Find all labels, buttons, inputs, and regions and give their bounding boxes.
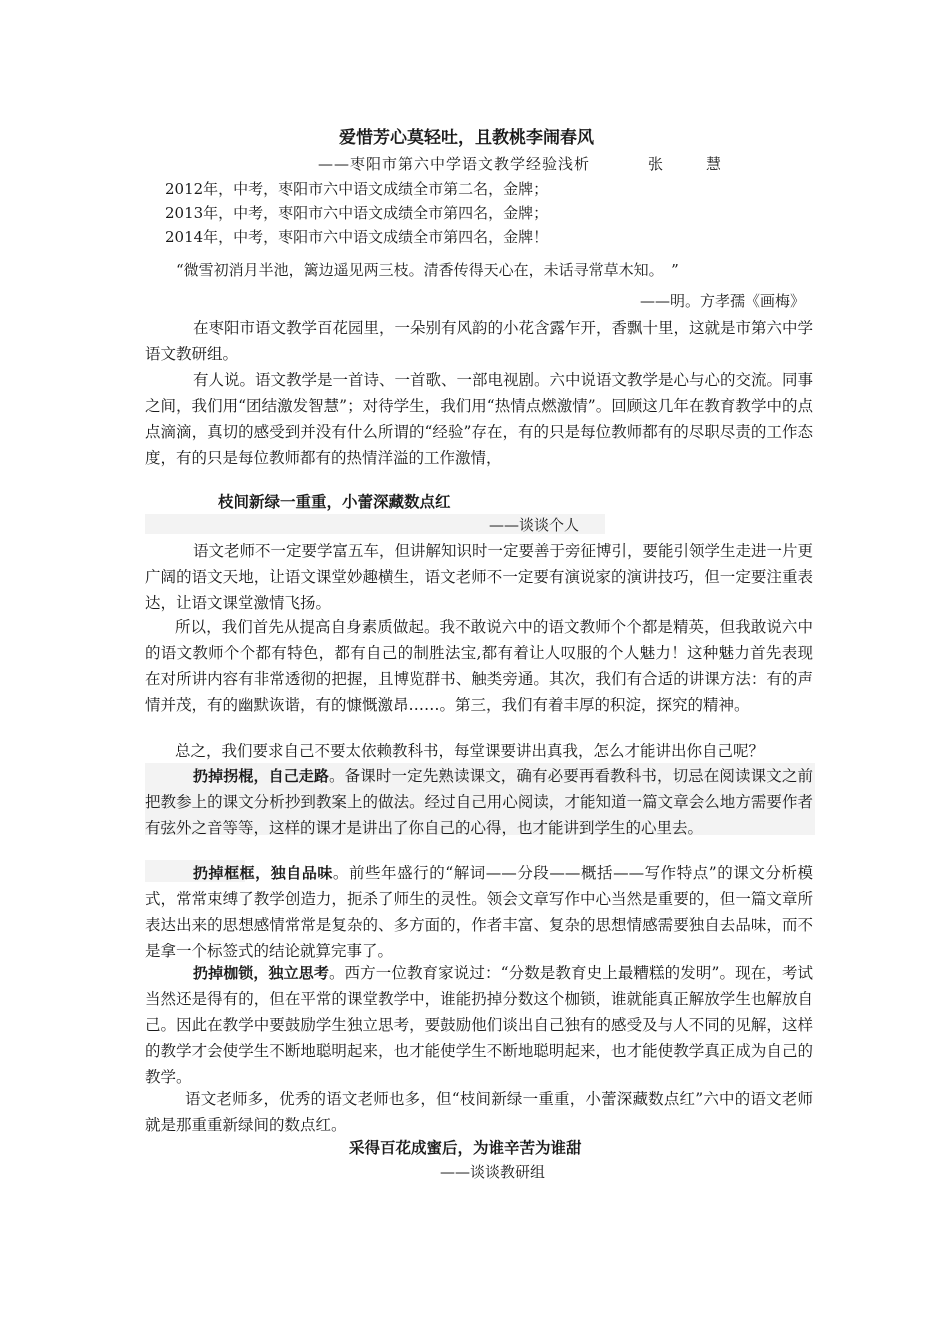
paragraph-text: 。西方一位教育家说过：“分数是教育史上最糟糕的发明”。现在，考试当然还是得有的，但在平常的课堂教学中，谁能扔掉分数这个枷锁，谁就能真正解放学生也解放自己。因此在教学中要鼓励学生独立思考，要鼓励他们谈出自己独有的感受及与人不同的见解，这样的教学才会使学生不断地聪明起来，也才能使学生不断地聪明起来，也才能使教学真正成为自己的教学。 [145, 964, 813, 1086]
section-subheading: ——谈谈教研组 [440, 1163, 546, 1181]
result-line: 2014年，中考，枣阳市六中语文成绩全市第四名，金牌！ [165, 228, 549, 246]
section-subheading: ——谈谈个人 [489, 516, 580, 534]
body-paragraph: 语文老师不一定要学富五车，但讲解知识时一定要善于旁征博引，要能引领学生走进一片更广阔的语文天地，让语文课堂妙趣横生，语文老师不一定要有演说家的演讲技巧，但一定要注重表达，让语文课堂激情飞扬。 [145, 542, 814, 612]
intro-paragraph: 在枣阳市语文教学百花园里，一朵别有风韵的小花含露乍开，香飘十里，这就是市第六中学语文教研组。 [145, 319, 814, 363]
result-line: 2012年，中考，枣阳市六中语文成绩全市第二名，金牌； [165, 180, 549, 198]
paragraph-text: 。前些年盛行的“解词——分段——概括——写作特点”的课文分析模式，常常束缚了教学创造力，扼杀了师生的灵性。领会文章写作中心当然是重要的，但一篇文章所表达出来的思想感情常常是复杂的、多方面的，作者丰富、复杂的思想情感需要独自去品味，而不是拿一个标签式的结论就算完事了。 [145, 864, 813, 960]
body-paragraph [145, 763, 813, 841]
paragraph-text: 。备课时一定先熟读课文，确有必要再看教科书，切忌在阅读课文之前把教参上的课文分析抄到教案上的做法。经过自己用心阅读，才能知道一篇文章会么地方需要作者有弦外之音等等，这样的课才是讲出了你自己的心得，也才能讲到学生的心里去。 [145, 767, 813, 837]
section-heading: 枝间新绿一重重，小蕾深藏数点红 [218, 493, 451, 511]
body-paragraph [145, 960, 813, 1090]
paragraph-lead: 扔掉拐棍，自己走路 [193, 767, 330, 785]
body-paragraph: 所以，我们首先从提高自身素质做起。我不敢说六中的语文教师个个都是精英，但我敢说六中的语文教师个个都有特色，都有自己的制胜法宝,都有着让人叹服的个人魅力！这种魅力首先表现在对所讲内容有非常透彻的把握，且博览群书、触类旁通。其次，我们有合适的讲课方法：有的声情并茂，有的幽默诙谐，有的慷慨激昂……。第三，我们有着丰厚的积淀，探究的精神。 [145, 618, 813, 714]
page-title: 爱惜芳心莫轻吐，且教桃李闹春风 [339, 128, 594, 148]
section-heading: 采得百花成蜜后，为谁辛苦为谁甜 [349, 1139, 582, 1157]
page-subtitle: ——枣阳市第六中学语文教学经验浅析 [318, 155, 591, 173]
poem-source: ——明。方孝孺《画梅》 [640, 292, 806, 310]
body-paragraph: 总之，我们要求自己不要太依赖教科书，每堂课要讲出真我，怎么才能讲出你自己呢？ [175, 742, 765, 760]
paragraph-lead: 扔掉枷锁，独立思考 [193, 964, 329, 982]
poem-quote: “微雪初消月半池，篱边遥见两三枝。清香传得天心在，未话寻常草木知。 ” [176, 261, 679, 279]
paragraph-lead: 扔掉框框，独自品味 [193, 864, 333, 882]
intro-paragraph: 有人说。语文教学是一首诗、一首歌、一部电视剧。六中说语文教学是心与心的交流。同事之间，我们用“团结激发智慧”；对待学生，我们用“热情点燃激情”。回顾这几年在教育教学中的点点滴滴，真切的感受到并没有什么所谓的“经验”存在，有的只是每位教师都有的尽职尽责的工作态度，有的只是每位教师都有的热情洋溢的工作激情， [145, 371, 814, 467]
author-name: 张 慧 [648, 155, 736, 173]
result-line: 2013年，中考，枣阳市六中语文成绩全市第四名，金牌； [165, 204, 549, 222]
body-paragraph: 语文老师多，优秀的语文老师也多，但“枝间新绿一重重，小蕾深藏数点红”六中的语文老师就是那重重新绿间的数点红。 [145, 1090, 813, 1134]
body-paragraph [145, 860, 813, 964]
